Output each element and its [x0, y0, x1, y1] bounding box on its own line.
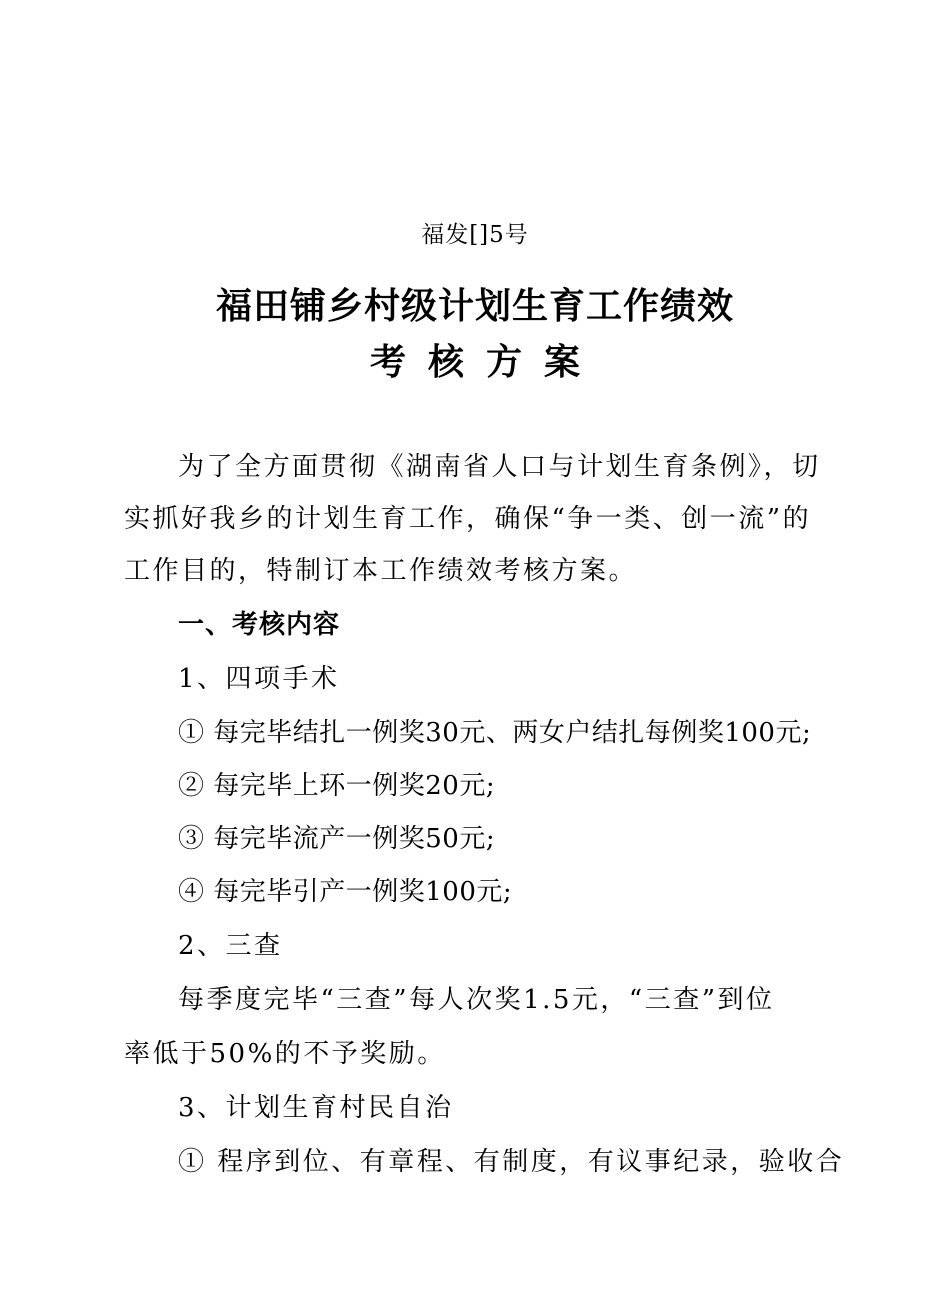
three-checks-line-1: 每季度完毕“三查”每人次奖1.5元，“三查”到位: [178, 985, 775, 1015]
surgery-point-1: ① 每完毕结扎一例奖30元、两女户结扎每例奖100元;: [178, 718, 812, 748]
item-title-four-surgeries: 1、四项手术: [178, 664, 340, 694]
document-number: 福发[]5号: [421, 222, 529, 248]
surgery-point-2: ② 每完毕上环一例奖20元;: [178, 771, 496, 801]
intro-paragraph-line-1: 为了全方面贯彻《湖南省人口与计划生育条例》，切: [178, 452, 821, 482]
document-title-line-2: 考核方案: [369, 342, 602, 383]
three-checks-line-2: 率低于50%的不予奖励。: [124, 1039, 446, 1069]
intro-paragraph-line-3: 工作目的，特制订本工作绩效考核方案。: [124, 556, 638, 586]
surgery-point-3: ③ 每完毕流产一例奖50元;: [178, 824, 496, 854]
document-title-line-1: 福田铺乡村级计划生育工作绩效: [215, 286, 734, 327]
intro-paragraph-line-2: 实抓好我乡的计划生育工作，确保“争一类、创一流”的: [124, 504, 812, 534]
section-heading-assessment-content: 一、考核内容: [178, 610, 341, 640]
autonomy-point-1: ① 程序到位、有章程、有制度，有议事纪录，验收合: [178, 1147, 845, 1177]
item-title-three-checks: 2、三查: [178, 931, 283, 961]
surgery-point-4: ④ 每完毕引产一例奖100元;: [178, 877, 513, 907]
item-title-villager-autonomy: 3、计划生育村民自治: [178, 1093, 454, 1123]
